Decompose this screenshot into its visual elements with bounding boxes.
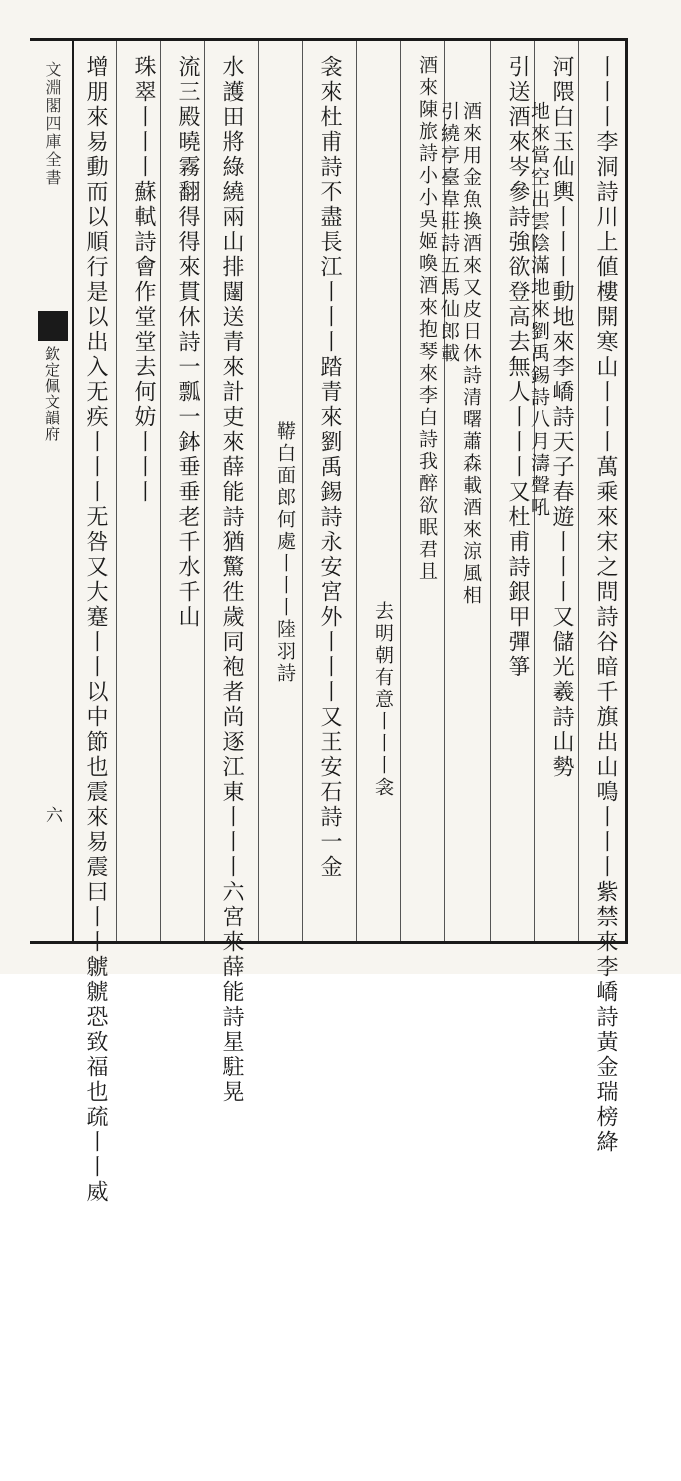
column-rule — [400, 41, 401, 941]
column-rule — [258, 41, 259, 941]
margin-fishtail-mark — [38, 311, 68, 341]
column-rule — [356, 41, 357, 941]
column-rule — [160, 41, 161, 941]
page-frame — [30, 38, 628, 1205]
text-column-4: 引送酒來岑參詩強欲登高去無人丨丨丨又杜甫詩銀甲彈箏 — [505, 55, 530, 680]
column-rule — [204, 41, 205, 941]
column-rule — [490, 41, 491, 941]
margin-book-title: 欽定佩文韻府 — [43, 346, 61, 442]
text-column-14: 增朋來易動而以順行是以出入无疾丨丨丨无咎又大蹇丨丨以中節也震來易震曰丨丨虩虩恐致福也疏丨丨威 — [83, 55, 108, 1205]
text-column-10: 鞯白面郎何處丨丨丨陸羽詩 — [274, 421, 296, 685]
column-rule — [302, 41, 303, 941]
text-column-2: 河隈白玉仙輿丨丨丨動地來李嶠詩天子春遊丨丨丨又儲光羲詩山勢 — [549, 55, 574, 780]
text-column-6: 引繞亭臺韋莊詩五馬仙郎載 — [438, 101, 460, 365]
page-folio-number: 六 — [42, 806, 62, 823]
text-column-3: 地來當空出雲陰滿地來劉禹錫詩八月濤聲吼 — [528, 101, 550, 519]
text-column-9: 衾來杜甫詩不盡長江丨丨丨踏青來劉禹錫詩永安宮外丨丨丨又王安石詩一金 — [317, 55, 342, 880]
column-rule — [116, 41, 117, 941]
column-rule — [578, 41, 579, 941]
text-column-7: 酒來陳旅詩小小吳姬喚酒來抱琴來李白詩我醉欲眠君且 — [416, 55, 438, 583]
text-column-1: 丨丨丨李洞詩川上値樓開寒山丨丨丨萬乘來宋之問詩谷暗千旗出山鳴丨丨丨紫禁來李嶠詩黃金瑞榜絳 — [593, 55, 618, 1155]
text-column-13: 珠翠丨丨丨蘇軾詩會作堂堂去何妨丨丨丨 — [131, 55, 156, 505]
text-column-12: 流三殿曉霧翻得得來貫休詩一瓢一鉢垂垂老千水千山 — [175, 55, 200, 630]
frame-right-border — [625, 41, 628, 941]
text-column-8: 去明朝有意丨丨丨衾 — [372, 601, 394, 799]
text-column-11: 水護田將綠繞兩山排闥送青來計吏來薛能詩猶驚徃歲同袍者尚逐江東丨丨丨六宮來薛能詩星駐晃 — [219, 55, 244, 1105]
text-column-5: 酒來用金魚換酒來又皮日休詩清曙蕭森載酒來涼風相 — [460, 101, 482, 607]
margin-top-text: 文淵閣四庫全書 — [43, 61, 62, 187]
page-margin — [32, 41, 74, 941]
